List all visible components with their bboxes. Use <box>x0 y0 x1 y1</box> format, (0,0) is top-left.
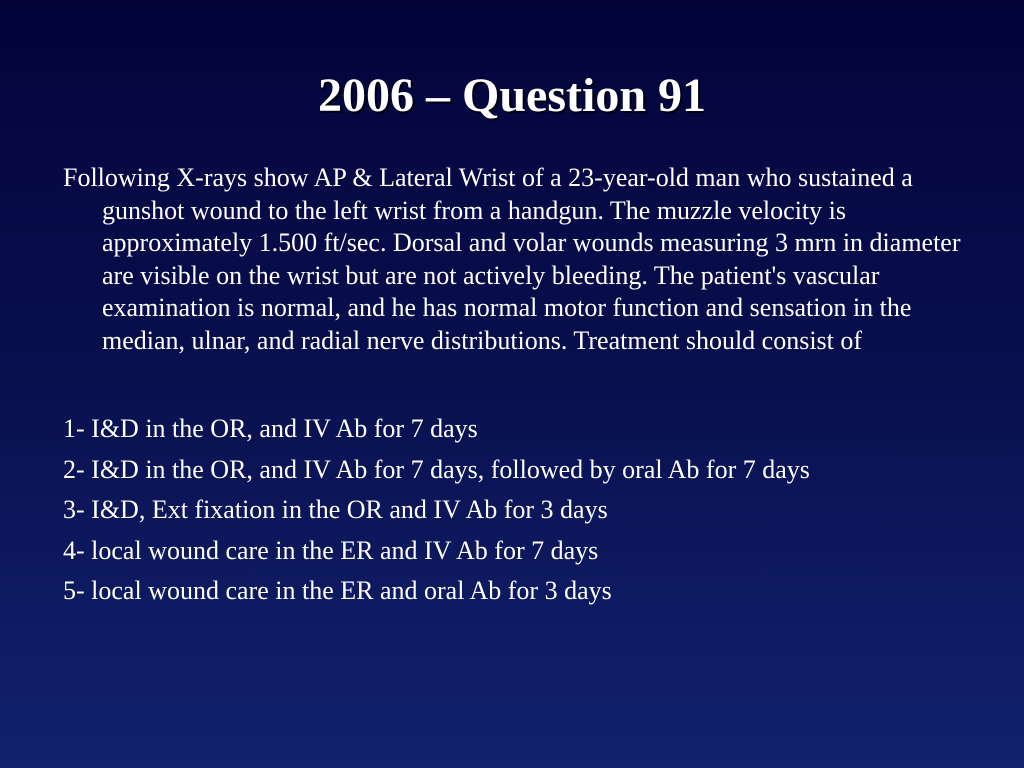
slide-body <box>63 162 993 616</box>
answer-option-5: 5- local wound care in the ER and oral Ab for 3 days <box>63 576 612 605</box>
slide-title: 2006 – Question 91 <box>317 69 707 122</box>
answer-option-4: 4- local wound care in the ER and IV Ab for 7 days <box>63 535 599 565</box>
question-text: Following X-rays show AP & Lateral Wrist of a 23-year-old man who sustained a gunshot wound to the left wrist from a handgun. The muzzle velocity is approximately 1.500 ft/sec. Dorsal and volar wounds measuring 3 mrn in diameter are visible on the wrist but are not actively bleeding. The patient's vascular examination is normal, and he has normal motor function and sensation in the median, ulnar, and radial nerve distributions. Treatment should consist of <box>63 163 961 355</box>
answer-option-2: 2- I&D in the OR, and IV Ab for 7 days, followed by oral Ab for 7 days <box>63 454 810 484</box>
answer-option-1: 1- I&D in the OR, and IV Ab for 7 days <box>63 414 478 443</box>
answer-option-3: 3- I&D, Ext fixation in the OR and IV Ab for 3 days <box>63 495 608 524</box>
answer-options <box>63 413 993 608</box>
